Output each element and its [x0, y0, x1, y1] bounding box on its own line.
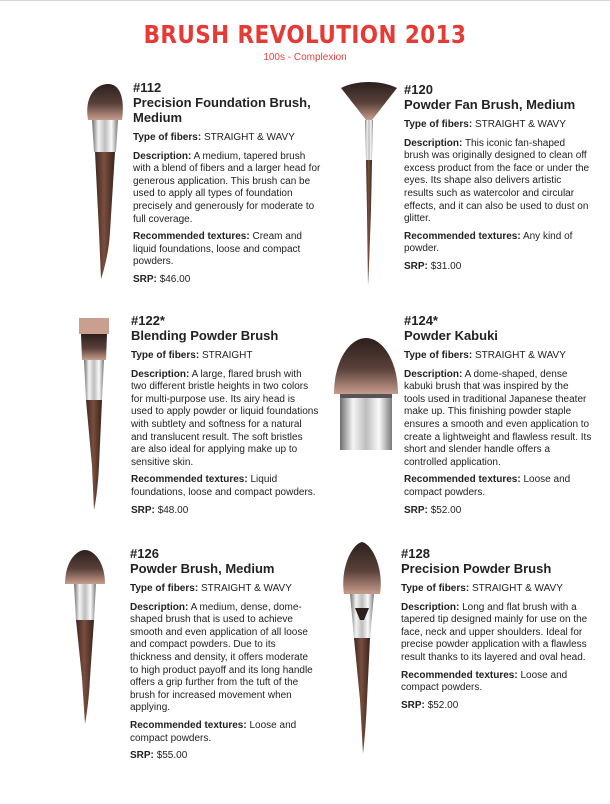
textures-label: Recommended textures: [133, 231, 250, 243]
description-text: A dome-shaped, dense kabuki brush that was inspired by the tools used in traditional Japanese theater make up. This finishing powder staple ensures a smooth and even application to create a lightweight and flawless result. Its short and slender handle offers a controlled application. [404, 368, 592, 468]
product-name: Powder Kabuki [404, 328, 498, 343]
product-fibers [404, 119, 592, 132]
description-text: A medium, tapered brush with a blend of fibers and a larger head for generous application. This brush can be used to apply all types of foundation precisely and generously for moderate to full coverage. [133, 150, 321, 225]
srp-label: SRP: [401, 699, 425, 711]
description-label: Description: [404, 137, 463, 149]
page-subtitle: 100s - Complexion [263, 52, 347, 63]
fibers-value: STRAIGHT & WAVY [474, 119, 566, 130]
product-fibers [404, 350, 592, 363]
srp-label: SRP: [130, 750, 154, 762]
product-textures [133, 231, 321, 269]
product-number: #120 [404, 82, 433, 97]
textures-text: Cream and liquid foundations, loose and compact powders. [133, 231, 302, 268]
description-label: Description: [133, 150, 192, 162]
product-textures [401, 670, 589, 695]
fibers-value: STRAIGHT & WAVY [200, 583, 292, 594]
srp-value: $52.00 [427, 699, 459, 711]
product-number: #126 [130, 546, 159, 561]
fibers-label: Type of fibers: [133, 132, 202, 143]
product-textures [404, 231, 592, 256]
product-price [404, 505, 592, 518]
fibers-value: STRAIGHT [201, 350, 253, 361]
textures-label: Recommended textures: [404, 230, 521, 242]
product-128 [401, 546, 589, 712]
powder-brush-icon [62, 548, 108, 726]
product-number: #124* [404, 313, 438, 328]
description-label: Description: [130, 601, 189, 613]
scan-border [0, 0, 610, 1]
textures-label: Recommended textures: [404, 474, 521, 486]
foundation-brush-icon [80, 82, 130, 282]
product-textures [131, 474, 319, 499]
product-number: #128 [401, 546, 430, 561]
srp-value: $46.00 [159, 273, 191, 285]
textures-label: Recommended textures: [401, 669, 518, 681]
fibers-label: Type of fibers: [131, 350, 200, 361]
srp-label: SRP: [404, 260, 428, 272]
description-text: A large, flared brush with two different bristle heights in two colors for multi-purpose use. Its airy head is used to apply powder or liquid foundations with subtlety and softness for a natural and translucent result. The soft bristles are also ideal for applying make up to sensitive skin. [131, 368, 319, 468]
textures-text: Loose and compact powders. [401, 669, 568, 694]
product-122 [131, 313, 319, 517]
fibers-value: STRAIGHT & WAVY [474, 350, 566, 361]
fibers-value: STRAIGHT & WAVY [471, 583, 563, 594]
fibers-label: Type of fibers: [401, 583, 470, 594]
textures-text: Loose and compact powders. [404, 474, 571, 498]
product-number: #122* [131, 313, 165, 328]
product-name: Powder Fan Brush, Medium [404, 97, 576, 112]
fibers-label: Type of fibers: [404, 350, 473, 361]
product-price [130, 750, 318, 763]
product-price [133, 274, 321, 287]
product-description [404, 369, 592, 470]
product-number: #112 [133, 80, 162, 95]
description-label: Description: [404, 368, 463, 380]
textures-text: Any kind of powder. [404, 230, 573, 255]
description-text: This iconic fan-shaped brush was originally designed to clean off excess product from the face or under the eyes. Its shape also delivers artistic results such as watercolor and circular effects, and it can also be used to dust on glitter. [404, 137, 590, 225]
description-label: Description: [401, 601, 460, 613]
product-textures [130, 720, 318, 745]
product-price [131, 505, 319, 518]
product-price [401, 700, 589, 713]
product-120 [404, 82, 592, 274]
product-name: Precision Powder Brush [401, 561, 552, 576]
fibers-value: STRAIGHT & WAVY [203, 132, 295, 143]
product-fibers [133, 132, 321, 145]
textures-text: Loose and compact powders. [130, 719, 297, 744]
product-description [401, 602, 589, 665]
page-title: BRUSH REVOLUTION 2013 [143, 20, 467, 49]
srp-label: SRP: [133, 273, 157, 285]
srp-label: SRP: [404, 504, 428, 516]
product-fibers [131, 350, 319, 363]
precision-powder-brush-icon [338, 540, 386, 758]
kabuki-brush-icon [332, 334, 400, 452]
product-fibers [130, 583, 318, 596]
blending-brush-icon [76, 316, 112, 512]
product-fibers [401, 583, 589, 596]
textures-label: Recommended textures: [130, 719, 247, 731]
srp-label: SRP: [131, 504, 155, 516]
product-126 [130, 546, 318, 763]
product-price [404, 261, 592, 274]
product-textures [404, 474, 592, 499]
srp-value: $55.00 [156, 750, 188, 762]
product-name: Powder Brush, Medium [130, 561, 275, 576]
description-text: A medium, dense, dome-shaped brush that is used to achieve smooth and even application of all loose and compact powders. Due to its thickness and density, it offers moderate to high product payoff and its long handle offers a grip further from the tuft of the brush for increased movement when applying. [130, 601, 313, 714]
product-description [404, 138, 592, 226]
product-description [133, 151, 321, 227]
product-112 [133, 80, 321, 287]
srp-value: $52.00 [430, 504, 462, 516]
fan-brush-icon [338, 80, 400, 290]
product-124 [404, 313, 592, 517]
fibers-label: Type of fibers: [130, 583, 199, 594]
srp-value: $48.00 [157, 504, 189, 516]
fibers-label: Type of fibers: [404, 119, 473, 130]
textures-label: Recommended textures: [131, 474, 248, 486]
description-label: Description: [131, 368, 190, 380]
product-description [131, 369, 319, 470]
product-name: Blending Powder Brush [131, 328, 279, 343]
textures-text: Liquid foundations, loose and compact powders. [131, 474, 316, 498]
srp-value: $31.00 [430, 260, 462, 272]
product-name: Precision Foundation Brush, Medium [133, 95, 311, 125]
description-text: Long and flat brush with a tapered tip designed mainly for use on the face, neck and upper shoulders. Ideal for precise powder application with a flawless result thanks to its layered and oval head. [401, 601, 588, 663]
product-description [130, 602, 318, 715]
